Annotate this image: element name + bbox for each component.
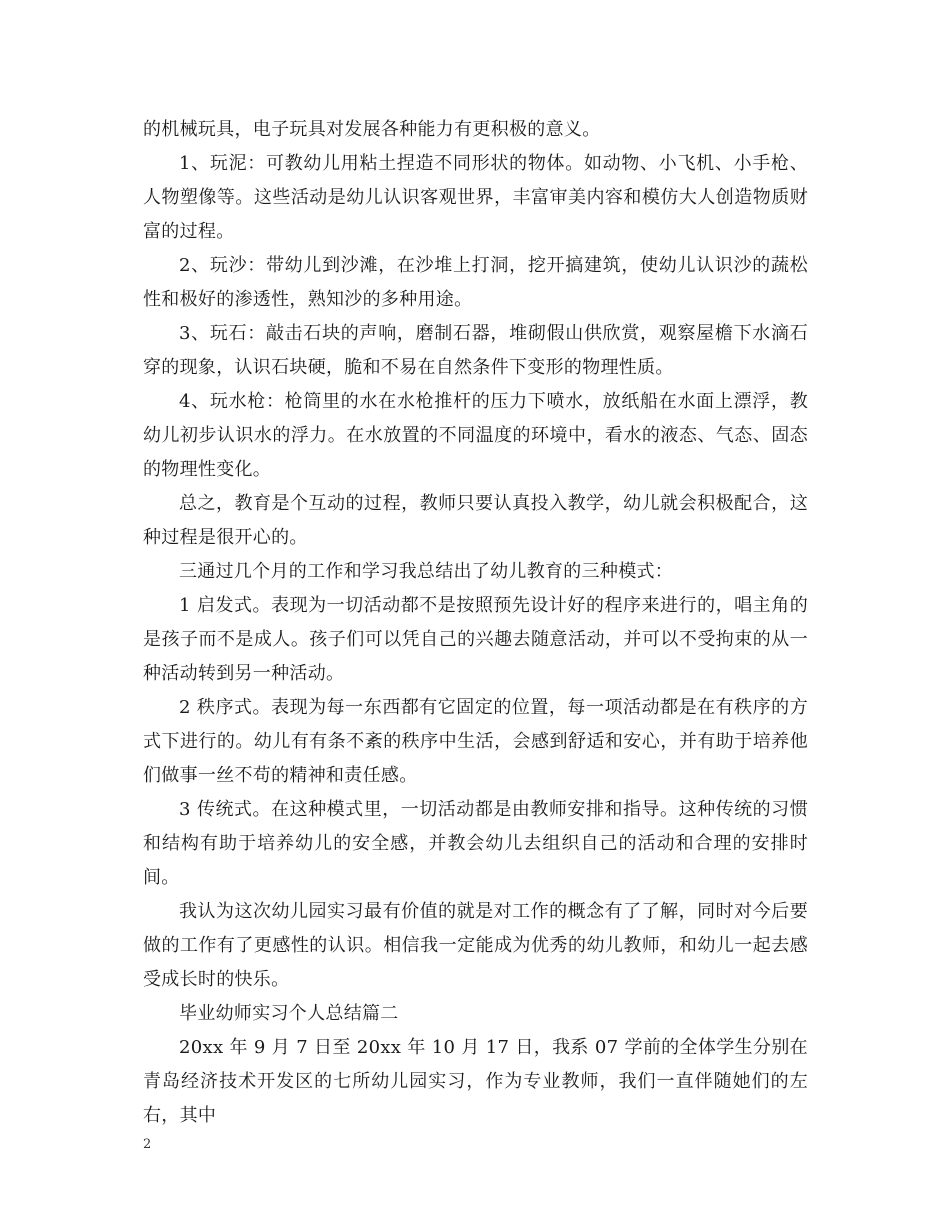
section-heading: 毕业幼师实习个人总结篇二 — [179, 1003, 399, 1024]
paragraph-mode-traditional: 3 传统式。在这种模式里，一切活动都是由教师安排和指导。这种传统的习惯和结构有助于培养幼儿的安全感，并教会幼儿去组织自己的活动和合理的安排时间。 — [143, 799, 808, 888]
paragraph-play-water-gun: 4、玩水枪：枪筒里的水在水枪推杆的压力下喷水，放纸船在水面上漂浮，教幼儿初步认识水的浮力。在水放置的不同温度的环境中，看水的液态、气态、固态的物理性变化。 — [143, 391, 808, 480]
document-body — [143, 113, 808, 1133]
paragraph-internship-dates: 20xx 年 9 月 7 日至 20xx 年 10 月 17 日，我系 07 学前的全体学生分别在青岛经济技术开发区的七所幼儿园实习，作为专业教师，我们一直伴随她们的左右，其中 — [143, 1037, 808, 1126]
paragraph-play-clay: 1、玩泥：可教幼儿用粘土捏造不同形状的物体。如动物、小飞机、小手枪、人物塑像等。这些活动是幼儿认识客观世界，丰富审美内容和模仿大人创造物质财富的过程。 — [143, 153, 808, 242]
paragraph-continuation: 的机械玩具，电子玩具对发展各种能力有更积极的意义。 — [143, 119, 601, 140]
paragraph-mode-heuristic: 1 启发式。表现为一切活动都不是按照预先设计好的程序来进行的，唱主角的是孩子而不是成人。孩子们可以凭自己的兴趣去随意活动，并可以不受拘束的从一种活动转到另一种活动。 — [143, 595, 808, 684]
paragraph-play-stone: 3、玩石：敲击石块的声响，磨制石器，堆砌假山供欣赏，观察屋檐下水滴石穿的现象，认识石块硬，脆和不易在自然条件下变形的物理性质。 — [143, 323, 808, 378]
paragraph-play-sand: 2、玩沙：带幼儿到沙滩，在沙堆上打洞，挖开搞建筑，使幼儿认识沙的蔬松性和极好的渗透性，熟知沙的多种用途。 — [143, 255, 808, 310]
paragraph-mode-order: 2 秩序式。表现为每一东西都有它固定的位置，每一项活动都是在有秩序的方式下进行的。幼儿有有条不紊的秩序中生活，会感到舒适和安心，并有助于培养他们做事一丝不苟的精神和责任感。 — [143, 697, 808, 786]
page-number: 2 — [143, 1137, 152, 1152]
paragraph-three-modes-intro: 三通过几个月的工作和学习我总结出了幼儿教育的三种模式： — [179, 561, 674, 582]
paragraph-reflection: 我认为这次幼儿园实习最有价值的就是对工作的概念有了了解，同时对今后要做的工作有了更感性的认识。相信我一定能成为优秀的幼儿教师，和幼儿一起去感受成长时的快乐。 — [143, 901, 808, 990]
paragraph-summary: 总之，教育是个互动的过程，教师只要认真投入教学，幼儿就会积极配合，这种过程是很开心的。 — [143, 493, 808, 548]
